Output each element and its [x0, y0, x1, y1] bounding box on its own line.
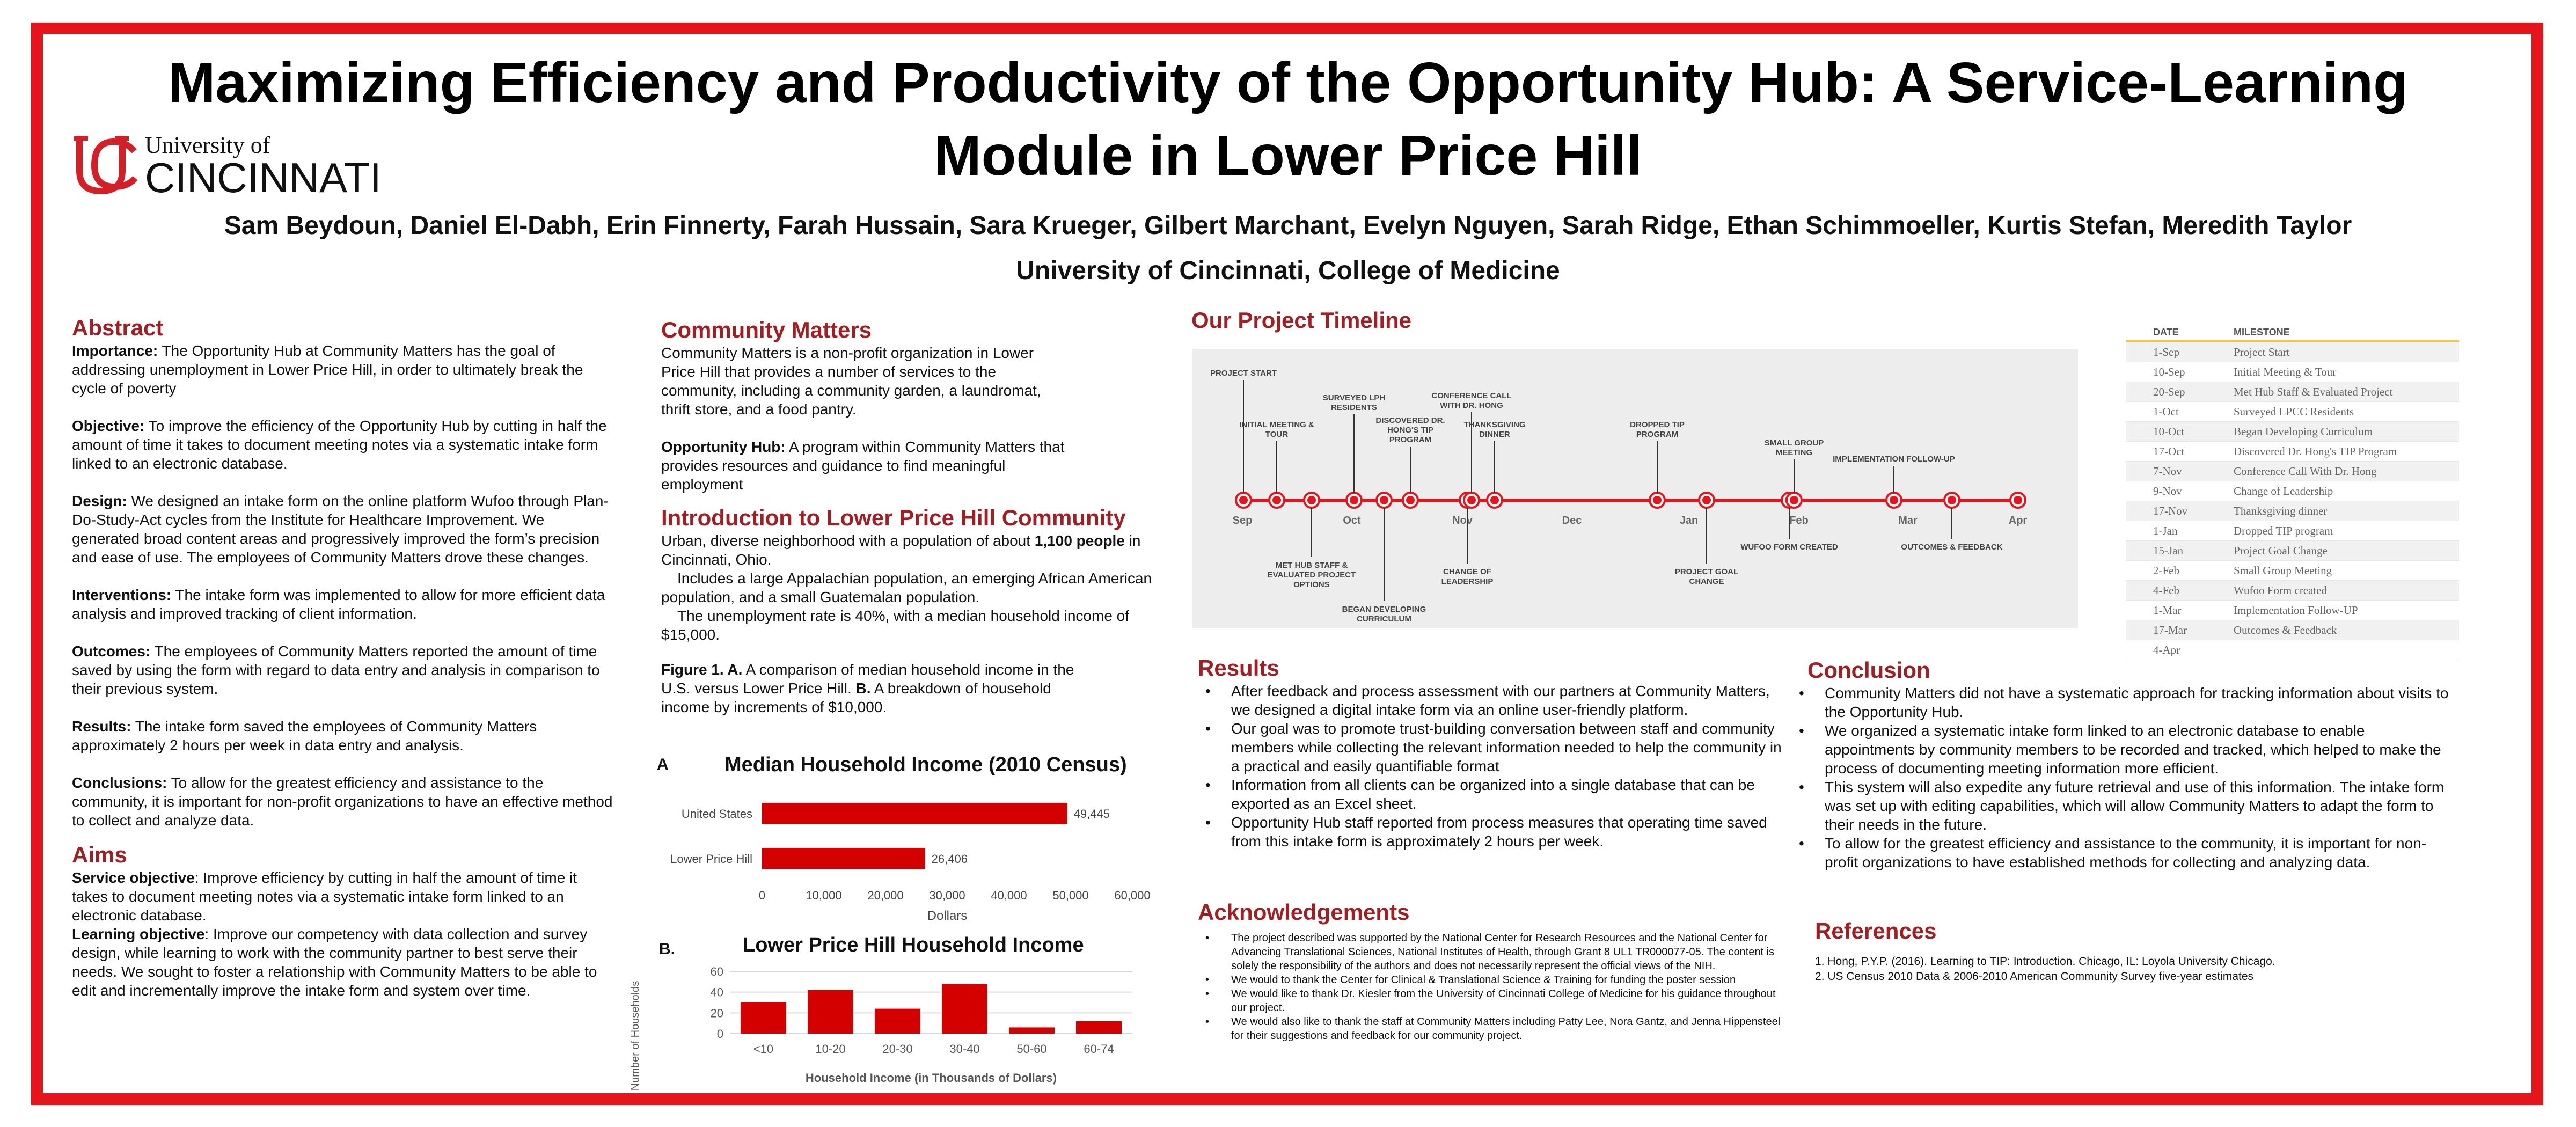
intro-heading: Introduction to Lower Price Hill Community [661, 505, 1126, 530]
reference-item: 2. US Census 2010 Data & 2006-2010 American Community Survey five-year estimates [1815, 970, 2254, 983]
timeline-event-label: RESIDENTS [1331, 403, 1377, 412]
abstract-text: The intake form was implemented to allow for more efficient data analysis and improved tracking of client information. [72, 587, 605, 622]
aims-paragraph [72, 868, 614, 925]
chart-a-panel-label: A [657, 756, 669, 773]
conclusion-heading: Conclusion [1807, 657, 1930, 683]
milestone-name: Project Start [2234, 345, 2290, 358]
community-heading: Community Matters [661, 317, 872, 342]
community-body [661, 343, 1069, 494]
abstract-label: Conclusions: [72, 774, 167, 791]
timeline-month-label: Dec [1562, 515, 1582, 526]
chart-a-bar [762, 803, 1067, 824]
chart-b-category-label: 10-20 [815, 1042, 846, 1056]
timeline-month-label: Oct [1343, 515, 1361, 526]
milestone-name: Small Group Meeting [2234, 564, 2332, 577]
milestone-date: 10-Oct [2153, 425, 2185, 438]
conclusion-section [1807, 657, 2457, 872]
chart-b-bar [1076, 1021, 1122, 1034]
intro-text: in Cincinnati, Ohio. [661, 532, 1141, 568]
poster-affiliation: University of Cincinnati, College of Medicine [1016, 257, 1560, 285]
milestone-name: Initial Meeting & Tour [2234, 365, 2337, 378]
milestone-header-date: DATE [2153, 326, 2179, 338]
results-heading: Results [1198, 655, 1279, 680]
conclusion-list [1791, 684, 2457, 872]
timeline-event-label: CONFERENCE CALL [1431, 391, 1512, 400]
timeline-event-label: EVALUATED PROJECT [1267, 570, 1356, 580]
abstract-paragraph [72, 416, 614, 473]
milestone-row [2126, 501, 2459, 521]
timeline-event-label: PROGRAM [1389, 435, 1432, 444]
milestone-row [2126, 402, 2459, 422]
results-item: • Information from all clients can be organized into a single database that can be exported as an Excel sheet. [1198, 775, 1788, 813]
milestone-name: Surveyed LPCC Residents [2234, 405, 2354, 418]
chart-b-title: Lower Price Hill Household Income [743, 934, 1084, 956]
timeline-event-label: MEETING [1775, 448, 1813, 457]
timeline-event-label: WITH DR. HONG [1440, 401, 1503, 410]
milestone-name: Met Hub Staff & Evaluated Project [2234, 385, 2393, 398]
timeline-event-label: CHANGE OF [1443, 567, 1491, 576]
abstract-paragraph [72, 492, 614, 567]
chart-a-category-label: United States [681, 807, 752, 821]
chart-b-category-label: 20-30 [882, 1042, 913, 1056]
timeline-dot-center [1948, 496, 1956, 504]
abstract-text: The intake form saved the employees of Community Matters approximately 2 hours per week in data entry and analysis. [72, 718, 537, 753]
results-item: • After feedback and process assessment with our partners at Community Matters, we designed a digital intake form via an online user-friendly platform. [1198, 682, 1788, 719]
chart-b-category-label: 30-40 [949, 1042, 980, 1056]
chart-b-svg [630, 955, 1170, 1106]
community-text: Community Matters is a non-profit organization in Lower Price Hill that provides a number of services to the community, including a community garden, a laundromat, thrift store, and a food pantry. [661, 345, 1041, 418]
conclusion-item: • We organized a systematic intake form linked to an electronic database to enable appointments by community members to be recorded and tracked, which helped to make the process of documenting meeting information more efficient. [1791, 721, 2457, 778]
abstract-paragraph [72, 341, 614, 398]
milestone-name: Conference Call With Dr. Hong [2234, 464, 2377, 478]
milestone-row [2126, 362, 2459, 382]
milestone-name: Dropped TIP program [2234, 524, 2333, 537]
ack-item: • The project described was supported by the National Center for Research Resources and the National Center for Advancing Translational Sciences, National Institutes of Health, through Grant 8 UL1 TR000077-05. The content is solely the responsibility of the authors and does not necessarily represent the official views of the NIH. [1198, 931, 1788, 973]
ack-item: • We would like to thank Dr. Kiesler from the University of Cincinnati College of Medicine for his guidance throughout our project. [1198, 987, 1788, 1015]
aims-text: : Improve our competency with data collection and survey design, while learning to work with the community partner to best serve their needs. We sought to foster a relationship with Community Matters to be able to edit and incrementally improve the intake form and system over time. [72, 926, 597, 999]
milestone-date: 4-Feb [2153, 583, 2179, 597]
timeline-event-label: LEADERSHIP [1441, 577, 1494, 586]
poster-authors: Sam Beydoun, Daniel El-Dabh, Erin Finnerty, Farah Hussain, Sara Krueger, Gilbert Marchant, Evelyn Nguyen, Sarah Ridge, Ethan Schimmoeller, Kurtis Stefan, Meredith Taylor [224, 211, 2352, 240]
abstract-text: The employees of Community Matters reported the amount of time saved by using the form with regard to data entry and analysis in comparison to their previous system. [72, 643, 600, 697]
chart-b-category-label: 60-74 [1084, 1042, 1114, 1056]
milestone-date: 1-Sep [2153, 345, 2179, 358]
milestone-table [2126, 324, 2459, 660]
milestone-row [2126, 620, 2459, 640]
timeline-dot-center [1380, 496, 1388, 504]
column-middle [661, 317, 1182, 716]
timeline-event-label: PROJECT GOAL [1674, 567, 1739, 576]
milestone-name: Discovered Dr. Hong's TIP Program [2234, 444, 2397, 458]
chart-b-x-axis-label: Household Income (in Thousands of Dollars) [805, 1071, 1057, 1085]
chart-b-tick-label: 60 [710, 965, 723, 978]
timeline-event-label: SMALL GROUP [1764, 438, 1824, 448]
aims-paragraph [72, 925, 614, 1000]
milestone-row [2126, 481, 2459, 501]
milestone-name: Began Developing Curriculum [2234, 425, 2373, 438]
aims-body [72, 868, 614, 1000]
timeline-event-label: DINNER [1479, 430, 1510, 439]
abstract-heading: Abstract [72, 315, 164, 340]
aims-heading: Aims [72, 842, 127, 867]
timeline-dot-center [1702, 496, 1711, 504]
logo-line1: University of [145, 132, 270, 158]
milestone-header-milestone: MILESTONE [2234, 326, 2290, 338]
chart-a-tick-label: 30,000 [929, 889, 965, 902]
milestone-date: 1-Jan [2153, 524, 2178, 537]
chart-b-category-label: 50-60 [1016, 1042, 1047, 1056]
timeline-event-label: CURRICULUM [1357, 614, 1411, 624]
timeline-dot-center [1653, 496, 1662, 504]
intro-text: Urban, diverse neighborhood with a population of about [661, 532, 1035, 549]
milestone-date: 10-Sep [2153, 365, 2185, 378]
timeline-month-label: Feb [1789, 515, 1809, 526]
aims-label: Learning objective [72, 926, 205, 942]
milestone-date: 9-Nov [2153, 484, 2182, 497]
milestone-row [2126, 442, 2459, 462]
chart-a-svg [649, 778, 1154, 961]
milestone-table-body [2126, 342, 2459, 660]
timeline-dot-center [1272, 496, 1281, 504]
milestone-date: 1-Oct [2153, 405, 2179, 418]
abstract-label: Design: [72, 493, 127, 509]
timeline-event-label: PROJECT START [1210, 369, 1277, 378]
milestone-date: 2-Feb [2153, 564, 2179, 577]
timeline-event-label: TOUR [1265, 430, 1289, 439]
abstract-body [72, 341, 614, 830]
milestone-name: Implementation Follow-UP [2234, 603, 2358, 617]
timeline-event-label: MET HUB STAFF & [1275, 561, 1348, 570]
abstract-paragraph [72, 717, 614, 755]
abstract-paragraph [72, 586, 614, 623]
chart-a-tick-label: 60,000 [1114, 889, 1151, 902]
caption-text: A breakdown of household income by increments of $10,000. [661, 680, 1051, 715]
timeline-dot-center [1790, 496, 1798, 504]
milestone-row [2126, 382, 2459, 402]
chart-a-data-label: 49,445 [1073, 807, 1110, 821]
timeline-dot-center [1350, 496, 1358, 504]
milestone-row [2126, 422, 2459, 442]
chart-b-category-label: <10 [753, 1042, 774, 1056]
chart-b-bar [808, 990, 853, 1034]
timeline-dot-center [1239, 496, 1248, 504]
milestone-table-header [2126, 324, 2459, 342]
abstract-text: We designed an intake form on the online platform Wufoo through Plan-Do-Study-Act cycles from the Institute for Healthcare Improvement. We generated broad content areas and progressively improved the form’s precision and ease of use. The employees of Community Matters drove these changes. [72, 493, 609, 566]
chart-b-bar [875, 1009, 920, 1034]
timeline-event-label: BEGAN DEVELOPING [1342, 605, 1426, 614]
milestone-row [2126, 541, 2459, 561]
milestone-date: 17-Oct [2153, 444, 2185, 458]
chart-b-tick-label: 20 [710, 1006, 723, 1020]
community-hub [661, 437, 1069, 494]
results-item: • Our goal was to promote trust-building conversation between staff and community members while collecting the relevant information needed to help the community in a practical and easily quantifiable format [1198, 719, 1788, 775]
timeline-event-label: IMPLEMENTATION FOLLOW-UP [1833, 455, 1955, 464]
milestone-name: Thanksgiving dinner [2234, 504, 2328, 517]
milestone-date: 17-Mar [2153, 623, 2187, 636]
timeline-heading: Our Project Timeline [1191, 308, 1412, 333]
abstract-label: Interventions: [72, 587, 172, 603]
chart-a-data-label: 26,406 [931, 852, 968, 866]
caption-label: Figure 1. A. [661, 661, 743, 678]
aims-label: Service objective [72, 869, 195, 886]
chart-b-tick-label: 40 [710, 985, 723, 999]
caption-label: B. [855, 680, 871, 697]
intro-line: The unemployment rate is 40%, with a median household income of $15,000. [661, 608, 1130, 643]
abstract-text: To improve the efficiency of the Opportunity Hub by cutting in half the amount of time it takes to document meeting notes via a systematic intake form linked to an electronic database. [72, 418, 607, 472]
results-list [1198, 682, 1788, 851]
references-section [1815, 918, 2459, 984]
milestone-date: 4-Apr [2153, 643, 2180, 656]
timeline-month-label: Jan [1679, 515, 1699, 526]
timeline-event-label: DISCOVERED DR. [1375, 416, 1445, 425]
chart-b-tick-label: 0 [716, 1027, 723, 1041]
timeline-event-label: CHANGE [1689, 577, 1724, 586]
ack-list [1198, 931, 1788, 1043]
timeline-event-label: HONG'S TIP [1387, 426, 1434, 435]
conclusion-item: • To allow for the greatest efficiency and assistance to the community, it is important for non-profit organizations to have established methods for collecting and analyzing data. [1791, 834, 2457, 872]
chart-a-tick-label: 10,000 [806, 889, 842, 902]
timeline-event-label: WUFOO FORM CREATED [1740, 543, 1838, 552]
milestone-date: 15-Jan [2153, 544, 2183, 557]
abstract-paragraph [72, 642, 614, 698]
timeline-dot-center [1890, 496, 1898, 504]
hub-label: Opportunity Hub: [661, 438, 786, 455]
abstract-label: Results: [72, 718, 131, 735]
conclusion-item: • Community Matters did not have a systematic approach for tracking information about visits to the Opportunity Hub. [1791, 684, 2457, 721]
milestone-row [2126, 521, 2459, 541]
timeline-event-label: DROPPED TIP [1630, 420, 1685, 429]
timeline-event-label: OUTCOMES & FEEDBACK [1901, 543, 2003, 552]
timeline-event-label: INITIAL MEETING & [1239, 420, 1314, 429]
abstract-label: Outcomes: [72, 643, 151, 660]
timeline-dot-center [1490, 496, 1499, 504]
abstract-label: Importance: [72, 342, 158, 359]
caption-text: A comparison of median household income in the U.S. versus Lower Price Hill. [661, 661, 1074, 697]
column-left [72, 314, 614, 1000]
timeline-dot-center [1467, 496, 1476, 504]
milestone-row [2126, 581, 2459, 601]
aims-text: : Improve efficiency by cutting in half the amount of time it takes to document meeting notes via a systematic intake form linked to an electronic database. [72, 869, 577, 924]
chart-a-tick-label: 0 [758, 889, 766, 902]
chart-b-panel-label: B. [659, 940, 675, 958]
acknowledgements-section [1198, 899, 1788, 1043]
intro-line: Includes a large Appalachian population, an emerging African American population, and a small Guatemalan population. [661, 570, 1152, 605]
intro-line [661, 531, 1182, 569]
milestone-date: 17-Nov [2153, 504, 2188, 517]
timeline-event-label: OPTIONS [1293, 580, 1330, 589]
chart-b-bar [942, 984, 987, 1034]
chart-a-category-label: Lower Price Hill [670, 852, 752, 866]
timeline-dot-center [1406, 496, 1415, 504]
timeline-month-label: Sep [1232, 515, 1253, 526]
milestone-name: Project Goal Change [2234, 544, 2328, 557]
timeline-panel [1192, 349, 2078, 628]
chart-a-axis-label: Dollars [927, 909, 968, 923]
chart-a-tick-label: 40,000 [991, 889, 1027, 902]
chart-b-y-axis-label: Number of Households [630, 980, 641, 1091]
timeline-dot-center [1307, 496, 1316, 504]
chart-b-bar [741, 1002, 786, 1034]
milestone-row [2126, 601, 2459, 620]
timeline-dot-center [2014, 496, 2022, 504]
milestone-row [2126, 342, 2459, 362]
results-section [1198, 655, 1788, 851]
results-item: • Opportunity Hub staff reported from process measures that operating time saved from this intake form is approximately 2 hours per week. [1198, 813, 1788, 851]
poster-title: Maximizing Efficiency and Productivity of the Opportunity Hub: A Service-Learning Module in Lower Price Hill [168, 51, 2408, 187]
timeline-month-label: Mar [1898, 515, 1918, 526]
hub-text: A program within Community Matters that provides resources and guidance to find meaningful employment [661, 438, 1065, 493]
logo-line2: CINCINNATI [145, 154, 382, 201]
timeline-svg [1192, 349, 2078, 628]
milestone-row [2126, 462, 2459, 481]
references-heading: References [1815, 918, 1937, 943]
chart-a-bar [762, 848, 925, 869]
timeline-event-label: THANKSGIVING [1463, 420, 1526, 429]
milestone-date: 20-Sep [2153, 385, 2185, 398]
figure-caption [661, 660, 1091, 716]
abstract-text: The Opportunity Hub at Community Matters has the goal of addressing unemployment in Lower Price Hill, in order to ultimately break the cycle of poverty [72, 342, 583, 397]
milestone-date: 1-Mar [2153, 603, 2182, 617]
intro-body [661, 531, 1182, 716]
ack-item: • We would to thank the Center for Clinical & Translational Science & Training for funding the poster session [1198, 973, 1788, 987]
timeline-month-label: Nov [1452, 515, 1473, 526]
ack-heading: Acknowledgements [1198, 899, 1410, 925]
conclusion-item: • This system will also expedite any future retrieval and use of this information. The intake form was set up with editing capabilities, which will allow Community Matters to adapt the form to their needs in the future. [1791, 778, 2457, 834]
abstract-paragraph [72, 773, 614, 830]
intro-population: 1,100 people [1034, 532, 1125, 549]
milestone-name: Outcomes & Feedback [2234, 623, 2337, 636]
milestone-name: Wufoo Form created [2234, 583, 2328, 597]
timeline-event-label: PROGRAM [1636, 430, 1679, 439]
abstract-text: To allow for the greatest efficiency and assistance to the community, it is important for non-profit organizations to have an effective method to collect and analyze data. [72, 774, 613, 829]
timeline-event-label: SURVEYED LPH [1322, 393, 1386, 402]
timeline-month-label: Apr [2008, 515, 2028, 526]
milestone-name: Change of Leadership [2234, 484, 2333, 497]
ack-item: • We would also like to thank the staff at Community Matters including Patty Lee, Nora Gantz, and Jenna Hippensteel for their suggestions and feedback for our community project. [1198, 1015, 1788, 1043]
chart-b-bar [1009, 1027, 1055, 1034]
chart-a-tick-label: 20,000 [867, 889, 904, 902]
milestone-row [2126, 561, 2459, 581]
milestone-date: 7-Nov [2153, 464, 2182, 478]
abstract-label: Objective: [72, 418, 145, 434]
reference-item: 1. Hong, P.Y.P. (2016). Learning to TIP: Introduction. Chicago, IL: Loyola University Chicago. [1815, 955, 2275, 968]
chart-a-tick-label: 50,000 [1052, 889, 1089, 902]
chart-a-title: Median Household Income (2010 Census) [724, 753, 1127, 776]
